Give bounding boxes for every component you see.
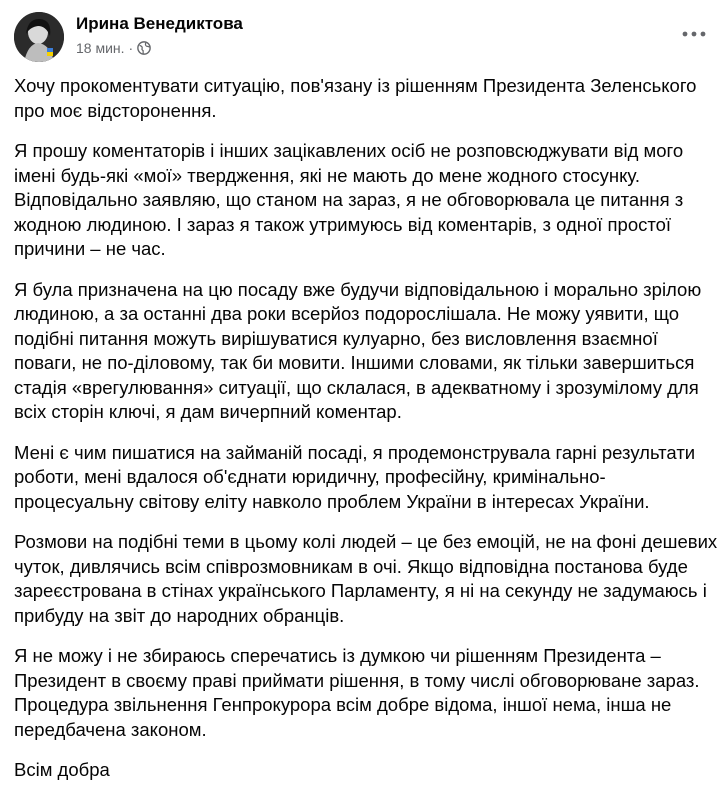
globe-icon [137, 41, 151, 55]
post-body [14, 74, 718, 799]
meta-separator: · [128, 40, 134, 56]
post-paragraph: Хочу прокоментувати ситуацію, пов'язану із рішенням Президента Зеленського про моє відсторонення. [14, 75, 697, 121]
post-meta [76, 40, 151, 56]
post-paragraph: Всім добра [14, 759, 110, 780]
post-paragraph: Я прошу коментаторів і інших зацікавлених осіб не розповсюджувати від мого імені будь-які «мої» твердження, які не мають до мене жодного стосунку. Відповідально заявляю, що станом на зараз, я не обговорювала це питання з жодною людиною. І зараз я також утримуюсь від коментарів, з одної простої причини – не час. [14, 140, 684, 259]
post-paragraph: Мені є чим пишатися на займаній посаді, я продемонструвала гарні результати роботи, мені вдалося об'єднати юридичну, професійну, кримінально-процесуальну світову еліту навколо проблем України в інтересах України. [14, 441, 696, 512]
post-paragraph: Я не можу і не збираюсь сперечатись із думкою чи рішенням Президента – Президент в своєму праві приймати рішення, в тому числі обговорюване зараз. Процедура звільнення Генпрокурора всім добре відома, іншої нема, інша не передбачена законом. [14, 645, 700, 740]
author-name[interactable]: Ирина Венедиктова [76, 14, 243, 33]
post-timestamp[interactable]: 18 мин. [76, 40, 125, 56]
post-header [14, 12, 712, 64]
post-paragraph: Розмови на подібні теми в цьому колі людей – це без емоцій, не на фоні дешевих чуток, дивлячись всім співрозмовникам в очі. Якщо відповідна постанова буде зареєстрована в стінах українського Парламенту, я ні на секунду не задумаюсь і прибуду на звіт до народних обранців. [14, 531, 718, 626]
more-options-icon[interactable] [676, 16, 712, 52]
avatar[interactable] [14, 12, 64, 62]
post-paragraph: Я була призначена на цю посаду вже будучи відповідальною і морально зрілою людиною, а за останні два роки всерйоз подорослішала. Не можу уявити, що подібні питання можуть вирішуватися кулуарно, без висловлення взаємної поваги, не по-діловому, так би мовити. Іншими словами, як тільки завершиться стадія «врегулювання» ситуації, що склалася, в адекватному і зрозумілому для всіх сторін ключі, я дам вичерпний коментар. [14, 278, 702, 422]
avatar-image [14, 12, 64, 62]
